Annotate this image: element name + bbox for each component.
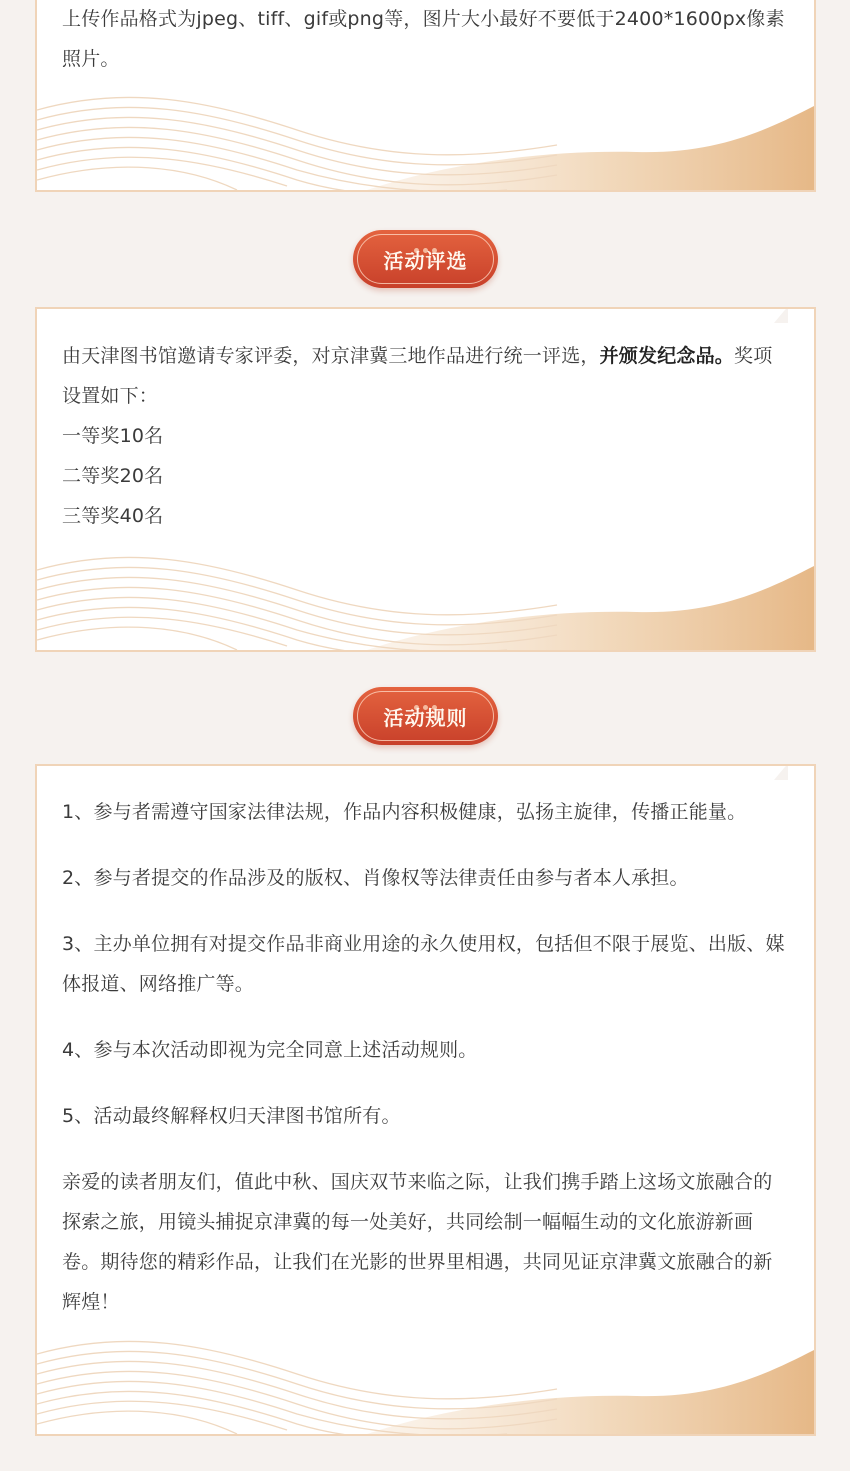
rule-item-2: 2、参与者提交的作品涉及的版权、肖像权等法律责任由参与者本人承担。	[62, 867, 689, 889]
selection-intro-bold: 并颁发纪念品。	[599, 345, 735, 367]
selection-section-title: 活动评选	[383, 249, 468, 273]
award-third: 三等奖40名	[62, 505, 164, 527]
selection-section-badge	[353, 230, 498, 288]
decorative-wave	[37, 550, 814, 650]
selection-card	[35, 307, 816, 652]
badge-dots-icon	[353, 695, 498, 701]
rule-item-4: 4、参与本次活动即视为完全同意上述活动规则。	[62, 1039, 478, 1061]
upload-format-body	[37, 0, 814, 79]
rules-section-badge	[353, 687, 498, 745]
award-second: 二等奖20名	[62, 465, 164, 487]
award-first: 一等奖10名	[62, 425, 164, 447]
rules-card	[35, 764, 816, 1436]
decorative-wave	[37, 1334, 814, 1434]
selection-body	[37, 309, 814, 536]
selection-intro-normal: 由天津图书馆邀请专家评委，对京津冀三地作品进行统一评选，	[62, 345, 600, 367]
closing-paragraph: 亲爱的读者朋友们，值此中秋、国庆双节来临之际，让我们携手踏上这场文旅融合的探索之旅，用镜头捕捉京津冀的每一处美好，共同绘制一幅幅生动的文化旅游新画卷。期待您的精彩作品，让我们在光影的世界里相遇，共同见证京津冀文旅融合的新辉煌！	[62, 1171, 773, 1313]
rules-section-title: 活动规则	[383, 706, 468, 730]
rule-item-5: 5、活动最终解释权归天津图书馆所有。	[62, 1105, 401, 1127]
rule-item-1: 1、参与者需遵守国家法律法规，作品内容积极健康，弘扬主旋律，传播正能量。	[62, 801, 747, 823]
corner-flag-icon	[774, 307, 788, 323]
selection-intro	[62, 336, 790, 416]
rules-body	[37, 766, 814, 1322]
decorative-wave	[37, 90, 814, 190]
upload-format-card	[35, 0, 816, 192]
upload-format-text: 上传作品格式为jpeg、tiff、gif或png等，图片大小最好不要低于2400*1600px像素照片。	[62, 8, 785, 70]
badge-dots-icon	[353, 238, 498, 244]
rule-item-3: 3、主办单位拥有对提交作品非商业用途的永久使用权，包括但不限于展览、出版、媒体报道、网络推广等。	[62, 933, 785, 995]
corner-flag-icon	[774, 764, 788, 780]
selection-intro-after: 奖项设置如下：	[62, 345, 773, 407]
